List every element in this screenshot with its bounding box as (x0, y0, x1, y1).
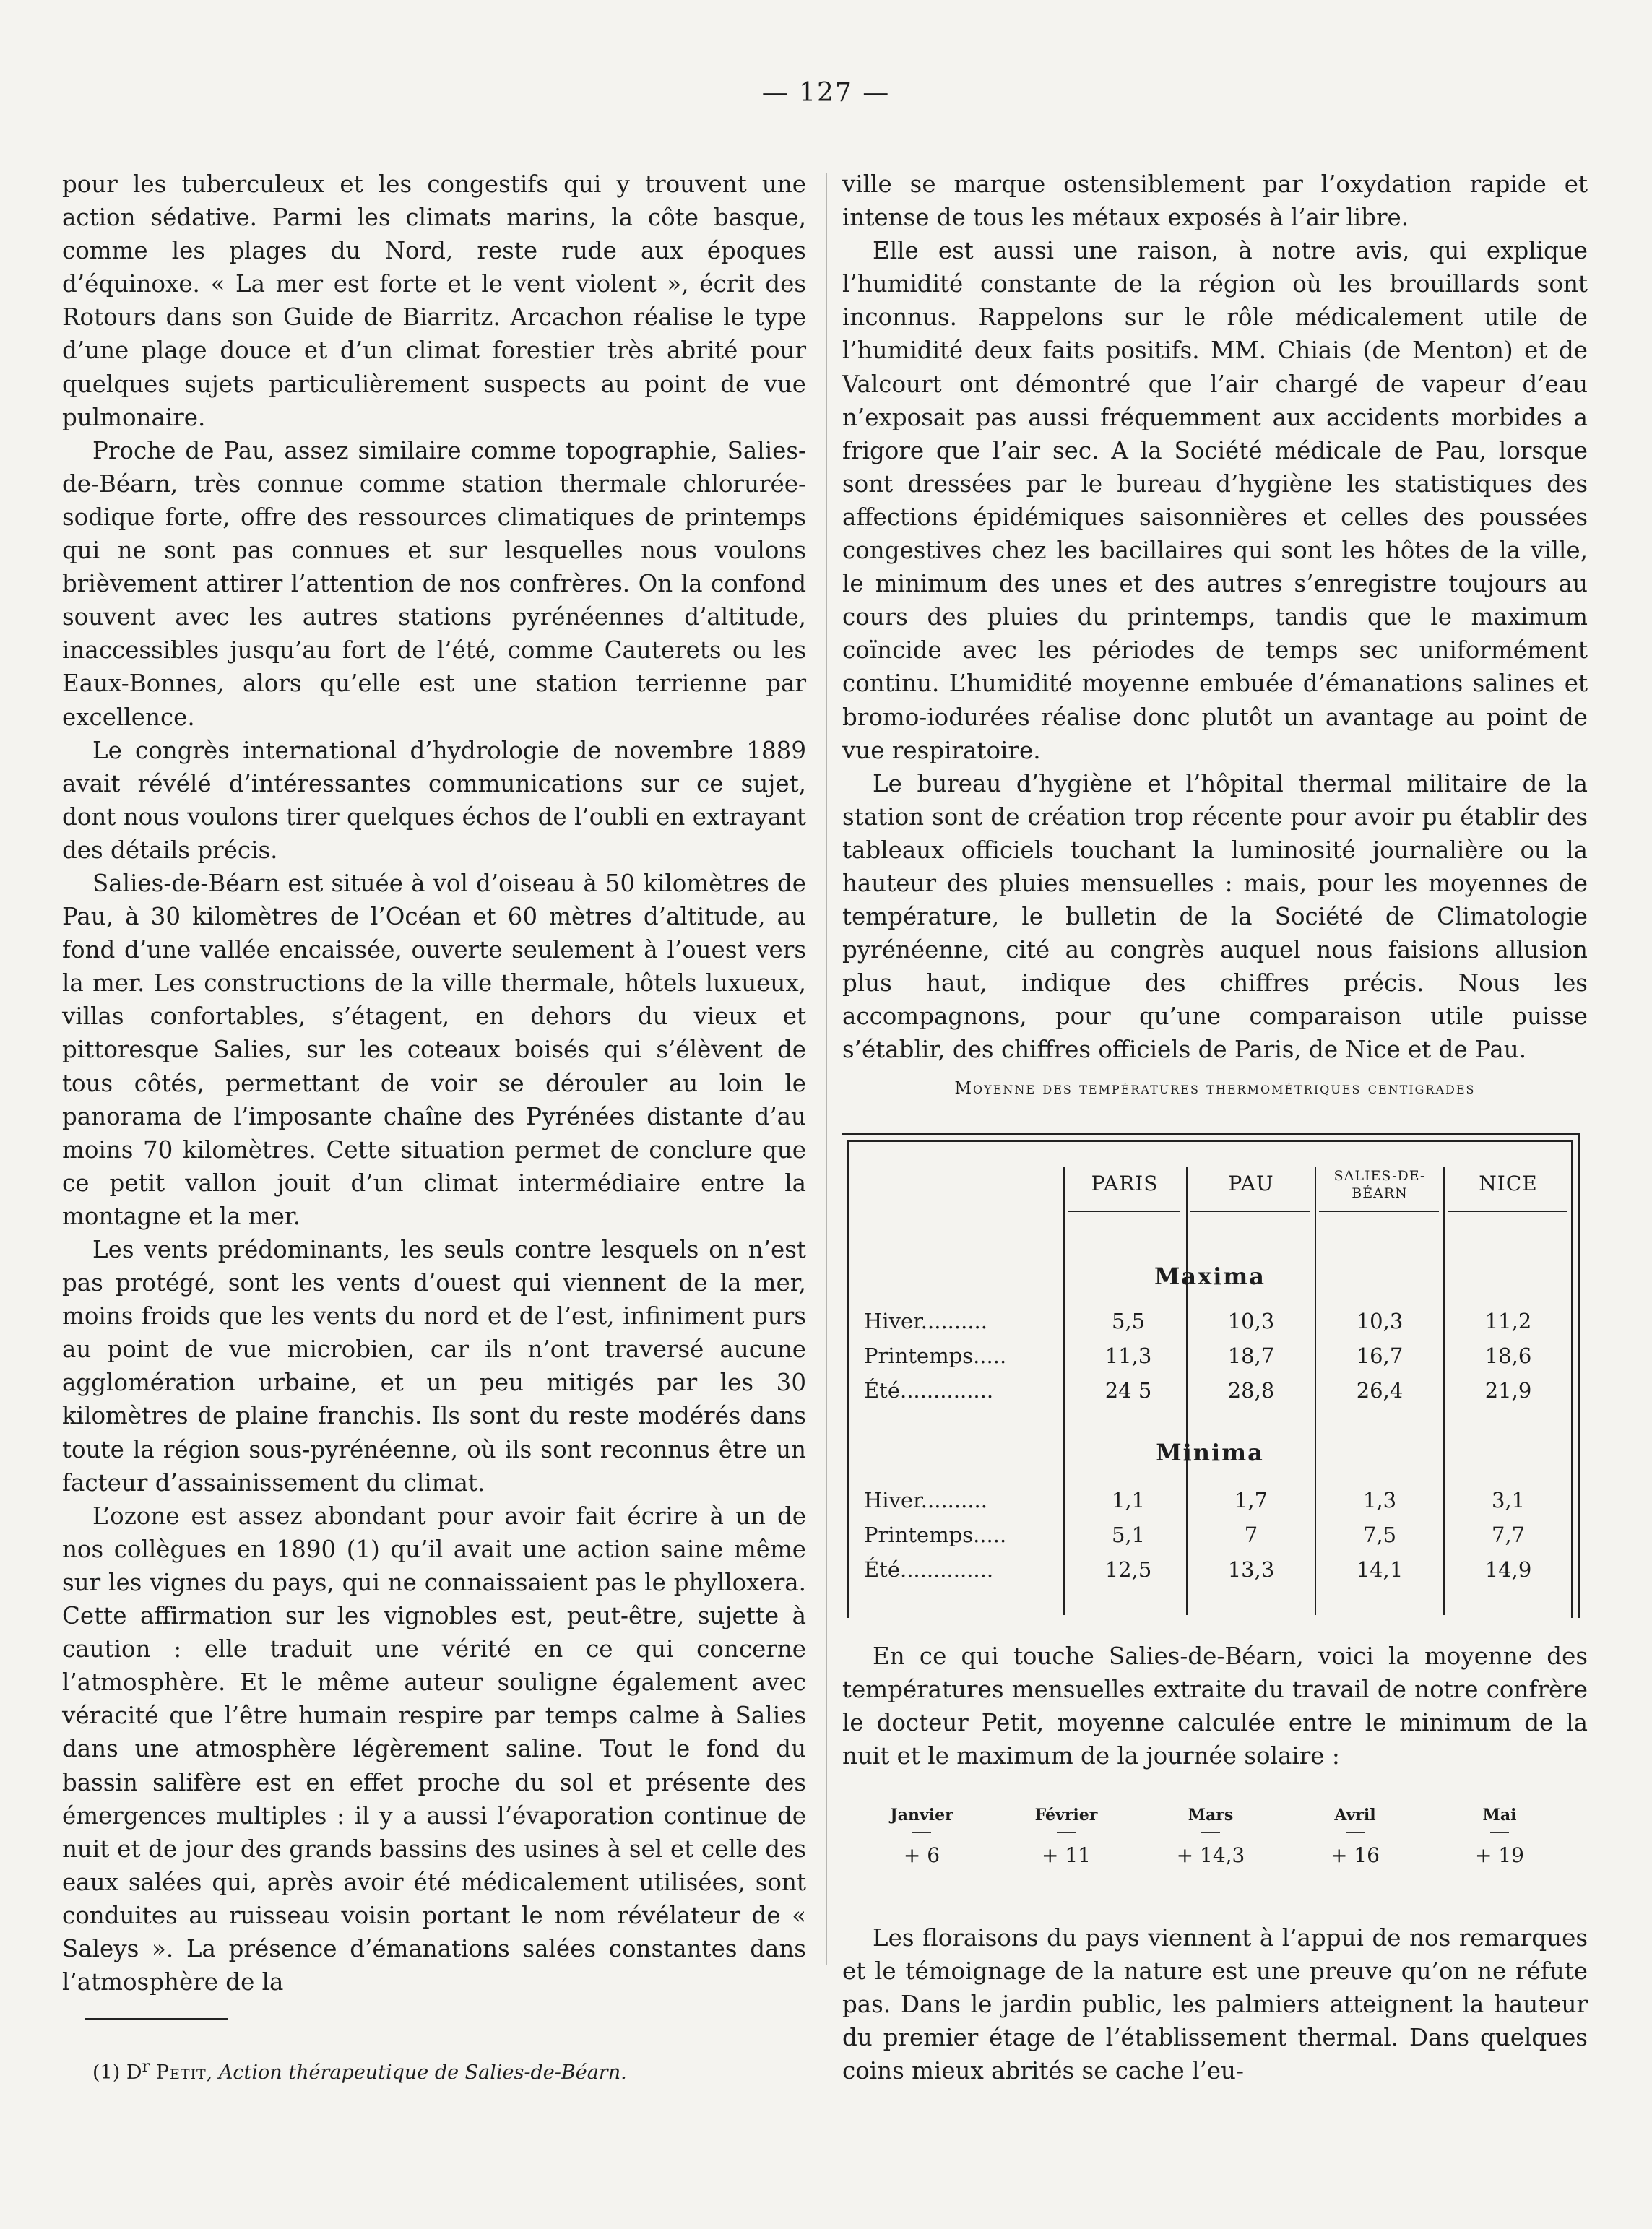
month-name: Avril (1334, 1806, 1376, 1825)
footnote-title: Action thérapeutique de Salies-de-Béarn. (218, 2061, 627, 2084)
header-nice: NICE (1479, 1172, 1538, 1195)
row-season: Printemps..... (864, 1343, 1007, 1368)
table-inner-border (847, 1140, 1573, 1142)
cell-salies: 14,1 (1356, 1557, 1404, 1582)
left-paragraph-6: L’ozone est assez abondant pour avoir fait écrire à un de nos collègues en 1890 (1) qu’il avait une action saine même sur les vignes du pays, qui ne connaissaient pas le phylloxera. Cette affirmation sur les vignobles est, peut-être, sujette à caution : elle traduit une vérité en ce qui concerne l’atmosphère. Et le même auteur souligne également avec véracité que l’être humain respire par temps calme à Salies dans une atmosphère légèrement saline. Tout le fond du bassin salifère est en effet proche du sol et présente des émergences multiples : il y a aussi l’évaporation continue de nuit et de jour des grands bassins des usines à sel et celle des eaux salées qui, après avoir été médicalement utilisées, sont conduites au ruisseau voisin portant le nom révélateur de « Saleys ». La présence d’émanations salées constantes dans l’atmosphère de la (62, 1502, 806, 1996)
cell-pau: 13,3 (1227, 1557, 1275, 1582)
footnote-rule (85, 2018, 228, 2020)
page-number: — 127 — (761, 78, 891, 108)
cell-pau: 28,8 (1227, 1378, 1275, 1403)
cell-pau: 18,7 (1227, 1343, 1275, 1368)
month-may (1435, 1806, 1565, 1867)
month-january (857, 1806, 987, 1867)
header-salies-line-1: SALIES-DE- (1333, 1168, 1426, 1184)
month-value: + 16 (1331, 1843, 1380, 1867)
month-value: + 11 (1042, 1843, 1091, 1867)
cell-nice: 14,9 (1484, 1557, 1532, 1582)
month-february (1001, 1806, 1131, 1867)
header-underline (1319, 1211, 1439, 1212)
cell-nice: 18,6 (1484, 1343, 1532, 1368)
cell-paris: 11,3 (1104, 1343, 1152, 1368)
month-dash (1201, 1832, 1220, 1833)
table-row (864, 1557, 1578, 1589)
after-table-paragraph (842, 1640, 1588, 1773)
row-season: Hiver.......... (864, 1309, 987, 1333)
monthly-temperatures (842, 1806, 1588, 1892)
right-paragraph-3: Le bureau d’hygiène et l’hôpital thermal militaire de la station sont de création trop récente pour avoir pu établir des tableaux officiels touchant la luminosité journalière ou la hauteur des pluies mensuelles : mais, pour les moyennes de température, le bulletin de la Société de Climatologie pyrénéenne, cité au congrès auquel nous faisions allusion plus haut, indique des chiffres précis. Nous les accompagnons, pour qu’une comparaison utile puisse s’établir, des chiffres officiels de Paris, de Nice et de Pau. (842, 769, 1588, 1064)
month-value: + 19 (1475, 1843, 1524, 1867)
cell-paris: 5,5 (1111, 1309, 1146, 1333)
table-row (864, 1378, 1578, 1410)
footnote: (1) $D^r$ Petit, Action thérapeutique de Salies-de-Béarn. (92, 2057, 627, 2084)
header-underline (1190, 1211, 1310, 1212)
month-value: + 6 (903, 1843, 940, 1867)
section-minima: Minima (1156, 1439, 1264, 1466)
month-name: Février (1034, 1806, 1098, 1825)
row-season: Été.............. (864, 1378, 994, 1403)
month-dash (1346, 1832, 1365, 1833)
cell-salies: 1,3 (1362, 1488, 1397, 1512)
table-row (864, 1343, 1578, 1375)
header-paris: PARIS (1091, 1172, 1159, 1195)
cell-nice: 11,2 (1484, 1309, 1532, 1333)
table-row (864, 1523, 1578, 1554)
after-table-text: En ce qui touche Salies-de-Béarn, voici la moyenne des températures mensuelles extraite du travail de notre confrère le docteur Petit, moyenne calculée entre le minimum de la nuit et le maximum de la journée solaire : (842, 1642, 1588, 1770)
cell-paris: 24 5 (1104, 1378, 1152, 1403)
month-april (1290, 1806, 1420, 1867)
footnote-author: Petit (155, 2061, 207, 2084)
right-column (842, 168, 1588, 1067)
cell-paris: 1,1 (1111, 1488, 1146, 1512)
row-season: Printemps..... (864, 1523, 1007, 1547)
section-maxima: Maxima (1154, 1263, 1266, 1290)
header-salies-line-2: BÉARN (1352, 1185, 1408, 1201)
cell-nice: 3,1 (1491, 1488, 1526, 1512)
header-pau: PAU (1228, 1172, 1274, 1195)
table-row (864, 1309, 1578, 1341)
month-value: + 14,3 (1176, 1843, 1245, 1867)
left-paragraph-1: pour les tuberculeux et les congestifs qui y trouvent une action sédative. Parmi les climats marins, la côte basque, comme les plages du Nord, reste rude aux époques d’équinoxe. « La mer est forte et le vent violent », écrit des Rotours dans son Guide de Biarritz. Arcachon réalise le type d’une plage douce et d’un climat forestier très abrité pour quelques sujets particulièrement suspects au point de vue pulmonaire. (62, 170, 806, 431)
column-divider (826, 173, 827, 1965)
left-paragraph-2: Proche de Pau, assez similaire comme topographie, Salies-de-Béarn, très connue comme station thermale chlorurée-sodique forte, offre des ressources climatiques de printemps qui ne sont pas connues et sur lesquelles nous voulons brièvement attirer l’attention de nos confrères. On la confond souvent avec les autres stations pyrénéennes d’altitude, inaccessibles jusqu’au fort de l’été, comme Cauterets ou les Eaux-Bonnes, alors qu’elle est une station terrienne par excellence. (62, 436, 806, 731)
closing-text: Les floraisons du pays viennent à l’appui de nos remarques et le témoignage de la nature est une preuve qu’on ne réfute pas. Dans le jardin public, les palmiers atteignent la hauteur du premier étage de l’établissement thermal. Dans quelques coins mieux abrités se cache l’eu- (842, 1924, 1588, 2085)
cell-paris: 12,5 (1104, 1557, 1152, 1582)
month-dash (1057, 1832, 1076, 1833)
cell-salies: 10,3 (1356, 1309, 1404, 1333)
left-column (62, 168, 806, 1999)
month-name: Janvier (890, 1806, 953, 1825)
table-title: Moyenne des températures thermométriques centigrades (954, 1079, 1476, 1098)
table-row (864, 1488, 1578, 1520)
cell-salies: 26,4 (1356, 1378, 1404, 1403)
month-dash (1490, 1832, 1509, 1833)
row-season: Été.............. (864, 1557, 994, 1582)
month-dash (912, 1832, 931, 1833)
closing-paragraph (842, 1921, 1588, 2087)
left-paragraph-4: Salies-de-Béarn est située à vol d’oiseau à 50 kilomètres de Pau, à 30 kilomètres de l’Océan et 60 mètres d’altitude, au fond d’une vallée encaissée, ouverte seulement à l’ouest vers la mer. Les constructions de la ville thermale, hôtels luxueux, villas confortables, s’étagent, en dehors du vieux et pittoresque Salies, sur les coteaux boisés qui s’élèvent de tous côtés, permettant de voir se dérouler au loin le panorama de l’imposante chaîne des Pyrénées distante d’au moins 70 kilomètres. Cette situation permet de conclure que ce petit vallon jouit d’un climat intermédiaire entre la montagne et la mer. (62, 869, 806, 1230)
cell-pau: 7 (1244, 1523, 1258, 1547)
month-name: Mai (1482, 1806, 1517, 1825)
cell-nice: 21,9 (1484, 1378, 1532, 1403)
header-underline (1068, 1211, 1180, 1212)
month-march (1146, 1806, 1276, 1867)
header-underline (1448, 1211, 1567, 1212)
row-season: Hiver.......... (864, 1488, 987, 1512)
month-name: Mars (1188, 1806, 1234, 1825)
footnote-marker: (1) D (92, 2061, 142, 2084)
header-salies (1322, 1167, 1437, 1202)
left-paragraph-5: Les vents prédominants, les seuls contre lesquels on n’est pas protégé, sont les vents d’ouest qui viennent de la mer, moins froids que les vents du nord et de l’est, infiniment purs au point de vue microbien, car ils n’ont traversé aucune agglomération urbaine, et un peu mitigés par les 30 kilomètres de plaine franchis. Ils sont du reste modérés dans toute la région sous-pyrénéenne, où ils sont reconnus être un facteur d’assainissement du climat. (62, 1236, 806, 1497)
right-paragraph-1: ville se marque ostensiblement par l’oxydation rapide et intense de tous les métaux exposés à l’air libre. (842, 170, 1588, 232)
cell-salies: 16,7 (1356, 1343, 1404, 1368)
right-paragraph-2: Elle est aussi une raison, à notre avis, qui explique l’humidité constante de la région où les brouillards sont inconnus. Rappelons sur le rôle médicalement utile de l’humidité deux faits positifs. MM. Chiais (de Menton) et de Valcourt ont démontré que l’air chargé de vapeur d’eau n’exposait pas aussi fréquemment aux accidents morbides a frigore que l’air sec. A la Société médicale de Pau, lorsque sont dressées par le bureau d’hygiène les statistiques des affections épidémiques saisonnières et celles des poussées congestives chez les bacillaires qui sont les hôtes de la ville, le minimum des unes et des autres s’enregistre toujours au cours des pluies du printemps, tandis que le maximum coïncide avec les périodes de temps sec uniformément continu. L’humidité moyenne embuée d’émanations salines et bromo-iodurées réalise donc plutôt un avantage au point de vue respiratoire. (842, 237, 1588, 764)
cell-pau: 10,3 (1227, 1309, 1275, 1333)
cell-pau: 1,7 (1234, 1488, 1268, 1512)
left-paragraph-3: Le congrès international d’hydrologie de novembre 1889 avait révélé d’intéressantes communications sur ce sujet, dont nous voulons tirer quelques échos de l’oubli en extrayant des détails précis. (62, 736, 806, 864)
cell-salies: 7,5 (1362, 1523, 1397, 1547)
cell-nice: 7,7 (1491, 1523, 1526, 1547)
temperature-table (842, 1133, 1580, 1618)
cell-paris: 5,1 (1111, 1523, 1146, 1547)
footnote-marker-sup: r (142, 2057, 150, 2076)
